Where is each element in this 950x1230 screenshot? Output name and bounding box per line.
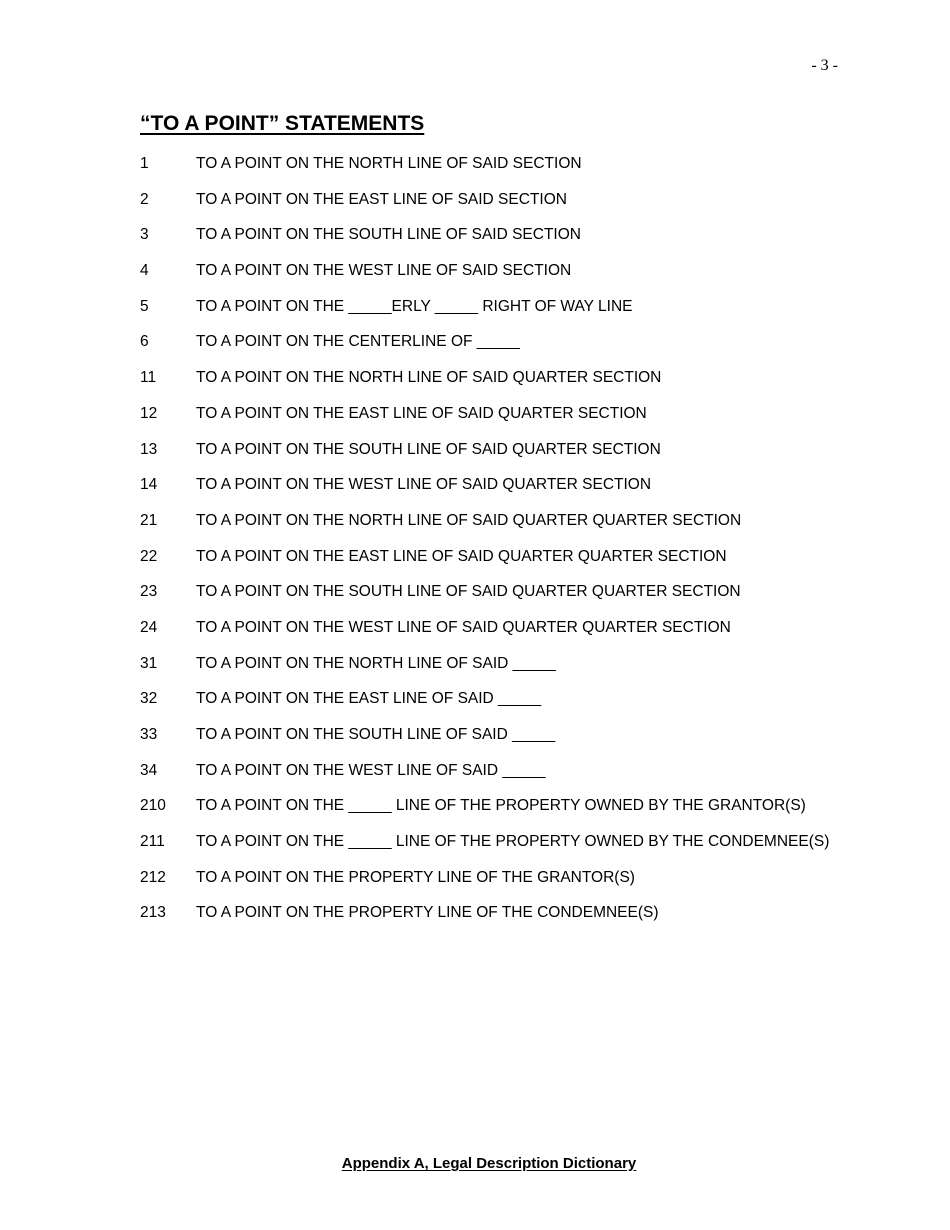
statement-row [140,866,829,902]
statement-text: TO A POINT ON THE SOUTH LINE OF SAID QUARTER QUARTER SECTION [196,583,741,601]
statement-code: 211 [140,833,165,851]
statement-code: 213 [140,904,166,922]
statement-code: 212 [140,868,166,886]
statement-text: TO A POINT ON THE _____ LINE OF THE PROPERTY OWNED BY THE CONDEMNEE(S) [196,833,830,851]
page-number: - 3 - [811,57,838,74]
statement-list [140,152,829,937]
statement-text: TO A POINT ON THE EAST LINE OF SAID QUARTER SECTION [196,404,647,422]
statement-row [140,259,829,295]
statement-text: TO A POINT ON THE NORTH LINE OF SAID SECTION [196,155,582,172]
statement-text: TO A POINT ON THE WEST LINE OF SAID _____ [196,761,546,779]
statement-code: 210 [140,797,166,815]
statement-row [140,330,829,366]
statement-code: 31 [140,654,158,672]
statement-row [140,759,829,795]
statement-text: TO A POINT ON THE WEST LINE OF SAID QUARTER SECTION [196,476,652,494]
statement-row [140,545,829,581]
statement-code: 32 [140,690,158,708]
statement-row [140,830,829,866]
statement-row [140,188,829,224]
statement-code: 3 [140,226,149,244]
statement-row [140,794,829,830]
statement-row [140,438,829,474]
statement-text: TO A POINT ON THE _____ LINE OF THE PROPERTY OWNED BY THE GRANTOR(S) [196,797,806,815]
statement-row [140,901,829,937]
statement-text: TO A POINT ON THE CENTERLINE OF _____ [196,333,520,351]
statement-text: TO A POINT ON THE SOUTH LINE OF SAID _____ [196,726,556,743]
statement-row [140,509,829,545]
page-title: “TO A POINT” STATEMENTS [140,112,425,135]
statement-code: 5 [140,297,149,315]
statement-text: TO A POINT ON THE WEST LINE OF SAID SECTION [196,262,572,280]
statement-row [140,652,829,688]
statement-text: TO A POINT ON THE NORTH LINE OF SAID QUARTER QUARTER SECTION [196,511,742,529]
statement-row [140,616,829,652]
statement-row [140,402,829,438]
statement-text: TO A POINT ON THE EAST LINE OF SAID _____ [196,690,542,708]
footer-title: Appendix A, Legal Description Dictionary [341,1155,637,1172]
statement-row [140,152,829,188]
statement-code: 34 [140,761,158,779]
statement-row [140,687,829,723]
statement-code: 13 [140,440,158,458]
statement-row [140,295,829,331]
statement-code: 23 [140,583,158,601]
statement-code: 2 [140,190,149,208]
statement-code: 6 [140,333,149,351]
statement-text: TO A POINT ON THE NORTH LINE OF SAID QUARTER SECTION [196,369,662,387]
statement-text: TO A POINT ON THE NORTH LINE OF SAID _____ [196,654,556,672]
statement-code: 11 [140,369,157,387]
statement-text: TO A POINT ON THE _____ERLY _____ RIGHT OF WAY LINE [196,297,633,315]
statement-row [140,473,829,509]
statement-code: 33 [140,726,158,743]
statement-row [140,580,829,616]
statement-row [140,366,829,402]
statement-row [140,223,829,259]
statement-code: 24 [140,618,158,636]
statement-text: TO A POINT ON THE PROPERTY LINE OF THE CONDEMNEE(S) [196,904,659,922]
statement-text: TO A POINT ON THE PROPERTY LINE OF THE GRANTOR(S) [196,868,635,886]
statement-code: 21 [140,511,158,529]
statement-code: 12 [140,404,158,422]
statement-text: TO A POINT ON THE EAST LINE OF SAID QUARTER QUARTER SECTION [196,547,727,565]
statement-text: TO A POINT ON THE SOUTH LINE OF SAID QUARTER SECTION [196,440,661,458]
statement-row [140,723,829,759]
statement-code: 22 [140,547,158,565]
statement-text: TO A POINT ON THE SOUTH LINE OF SAID SECTION [196,226,581,244]
statement-code: 4 [140,262,149,280]
statement-code: 14 [140,476,158,494]
statement-text: TO A POINT ON THE EAST LINE OF SAID SECTION [196,190,567,208]
statement-text: TO A POINT ON THE WEST LINE OF SAID QUARTER QUARTER SECTION [196,618,731,636]
statement-code: 1 [140,155,149,172]
